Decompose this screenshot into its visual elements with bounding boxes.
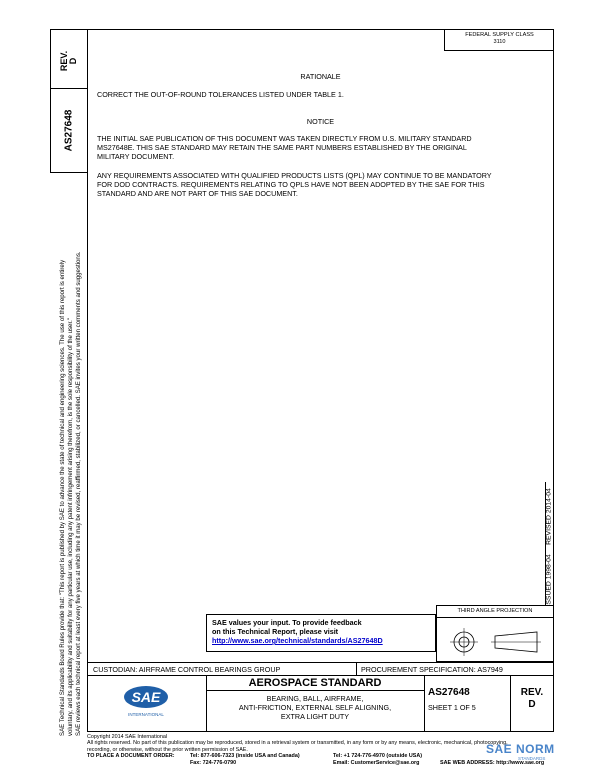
notice-paragraph-2: ANY REQUIREMENTS ASSOCIATED WITH QUALIFIED PRODUCTS LISTS (QPL) MAY CONTINUE TO BE MANDATORY FOR DOD CONTRACTS. REQUIREMENTS RELATING TO QPLS HAVE NOT BEEN ADOPTED BY THE SAE FOR THIS STANDARD AND ARE NOT PART OF THIS SAE DOCUMENT. <box>97 171 492 198</box>
custodian-top-line <box>87 662 554 663</box>
tel-intl: Tel: +1 724-776-4970 (outside USA) <box>333 753 423 759</box>
side-rev-label: REV. <box>59 50 69 72</box>
title-doc-number: AS27648 <box>428 687 470 698</box>
watermark-text: SAE NORM <box>486 742 555 756</box>
feedback-line-1: SAE values your input. To provide feedback <box>212 618 362 627</box>
rights-line-1: All rights reserved. No part of this publication may be reproduced, stored in a retrieval system or transmitted, in any form or by any means, electronic, mechanical, photocopying, <box>87 740 508 747</box>
disclaimer <box>58 176 84 736</box>
title-rev-value: D <box>528 699 536 710</box>
rationale-heading: RATIONALE <box>300 72 341 81</box>
logo-text: SAE <box>131 689 161 705</box>
feedback-link[interactable]: http://www.sae.org/technical/standards/AS27648D <box>212 636 383 645</box>
third-angle-projection <box>436 605 554 662</box>
side-rev-box <box>50 29 87 89</box>
side-doc-number: AS27648 <box>63 109 75 152</box>
fax: Fax: 724-776-0790 <box>190 760 237 766</box>
disclaimer-line-2: voluntary, and its applicability and suitability for any particular use, including any patent infringement arising therefrom, is the sole responsibility of the user." <box>67 318 74 736</box>
title-rev <box>510 687 554 711</box>
custodian-text: CUSTODIAN: AIRFRAME CONTROL BEARINGS GROUP <box>93 665 281 674</box>
rights-line-2: recording, or otherwise, without the prior written permission of SAE. <box>87 746 248 753</box>
document-title <box>206 694 424 721</box>
dates-text <box>546 482 554 607</box>
notice-paragraph-1: THE INITIAL SAE PUBLICATION OF THIS DOCUMENT WAS TAKEN DIRECTLY FROM U.S. MILITARY STANDARD MS27648E. THIS SAE STANDARD MAY RETAIN THE SAME PART NUMBERS ESTABLISHED BY THE ORIGINAL MILITARY DOCUMENT. <box>97 134 472 161</box>
web-address[interactable]: SAE WEB ADDRESS: http://www.sae.org <box>440 760 545 766</box>
revised-date: REVISED 2014-04 <box>545 488 553 545</box>
projection-label: THIRD ANGLE PROJECTION <box>437 606 553 618</box>
watermark <box>486 742 598 774</box>
fsc-number: 3110 <box>493 39 506 45</box>
issued-date: ISSUED 1998-04 <box>545 554 553 607</box>
fsc-label: FEDERAL SUPPLY CLASS <box>465 32 534 38</box>
side-rev <box>60 31 78 91</box>
title-rev-label: REV. <box>520 687 544 698</box>
side-rev-value: D <box>68 57 78 65</box>
copyright: Copyright 2014 SAE International <box>87 734 168 740</box>
order-label: TO PLACE A DOCUMENT ORDER: <box>87 753 175 759</box>
feedback-box <box>206 614 436 652</box>
sae-logo-icon <box>87 675 206 732</box>
feedback-line-2: on this Technical Report, please visit <box>212 627 339 636</box>
sheet-number: SHEET 1 OF 5 <box>428 703 476 712</box>
watermark-sub: STANDARDS <box>518 756 546 761</box>
disclaimer-line-3: SAE reviews each technical report at least every five years at which time it may be revised, reaffirmed, stabilized, or cancelled. SAE invites your written comments and suggestions. <box>75 251 82 736</box>
federal-supply-class <box>444 29 554 51</box>
email: Email: CustomerService@sae.org <box>333 760 420 766</box>
tel-us: Tel: 877-606-7323 (inside USA and Canada) <box>190 753 300 759</box>
procurement-text: PROCUREMENT SPECIFICATION: AS7949 <box>361 665 503 674</box>
title-line-1: BEARING, BALL, AIRFRAME, <box>266 694 364 703</box>
custodian-divider <box>356 662 357 675</box>
projection-symbol-icon <box>437 618 553 662</box>
rationale-text: CORRECT THE OUT-OF-ROUND TOLERANCES LISTED UNDER TABLE 1. <box>97 90 344 99</box>
logo-sub-text: INTERNATIONAL <box>128 712 164 717</box>
disclaimer-line-1: SAE Technical Standards Board Rules provide that: "This report is published by SAE to advance the state of technical and engineering sciences. The use of this report is entirely <box>59 259 66 736</box>
notice-heading: NOTICE <box>306 117 335 126</box>
standard-type: AEROSPACE STANDARD <box>206 675 424 691</box>
title-divider-2 <box>424 675 425 732</box>
title-line-2: ANTI-FRICTION, EXTERNAL SELF ALIGNING, <box>238 703 392 712</box>
sae-logo-cell <box>87 675 206 732</box>
title-line-3: EXTRA LIGHT DUTY <box>280 712 350 721</box>
side-doc-box <box>50 89 87 173</box>
